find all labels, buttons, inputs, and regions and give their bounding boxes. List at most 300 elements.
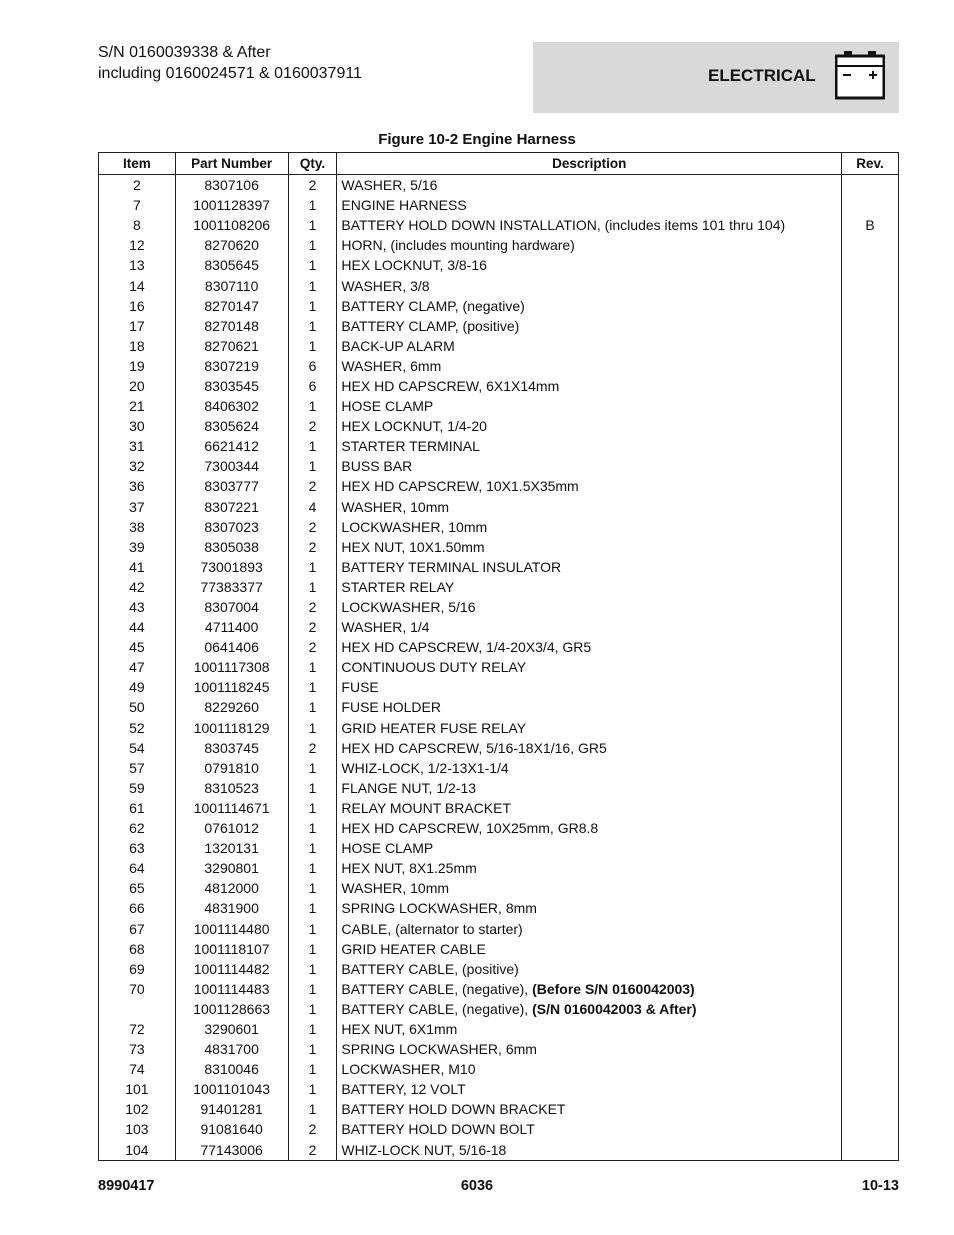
description-text: BATTERY CABLE, (positive) xyxy=(341,960,519,977)
cell-part-number: 8307221 xyxy=(175,497,288,517)
cell-description xyxy=(337,577,842,597)
cell-rev xyxy=(842,537,899,557)
cell-item: 20 xyxy=(99,376,176,396)
table-row xyxy=(99,838,899,858)
table-row xyxy=(99,316,899,336)
cell-qty: 1 xyxy=(288,1079,337,1099)
table-row xyxy=(99,959,899,979)
cell-description xyxy=(337,1059,842,1079)
cell-description xyxy=(337,878,842,898)
table-row xyxy=(99,255,899,275)
cell-item: 32 xyxy=(99,456,176,476)
table-row xyxy=(99,738,899,758)
cell-qty: 2 xyxy=(288,1119,337,1139)
description-text: WHIZ-LOCK NUT, 5/16-18 xyxy=(341,1141,507,1158)
cell-item: 8 xyxy=(99,215,176,235)
cell-qty: 2 xyxy=(288,637,337,657)
cell-qty: 1 xyxy=(288,718,337,738)
cell-qty: 1 xyxy=(288,396,337,416)
cell-qty: 2 xyxy=(288,597,337,617)
cell-qty: 1 xyxy=(288,235,337,255)
cell-part-number: 8229260 xyxy=(175,697,288,717)
cell-description xyxy=(337,1140,842,1161)
column-header-qty: Qty. xyxy=(288,153,337,175)
table-row xyxy=(99,497,899,517)
cell-rev xyxy=(842,818,899,838)
cell-item: 68 xyxy=(99,939,176,959)
cell-description xyxy=(337,637,842,657)
cell-part-number: 1001114671 xyxy=(175,798,288,818)
cell-item: 62 xyxy=(99,818,176,838)
cell-item: 17 xyxy=(99,316,176,336)
cell-item: 44 xyxy=(99,617,176,637)
cell-rev xyxy=(842,657,899,677)
cell-rev xyxy=(842,1140,899,1161)
serial-number-block xyxy=(98,42,362,84)
cell-rev xyxy=(842,1039,899,1059)
cell-rev xyxy=(842,1059,899,1079)
cell-item: 43 xyxy=(99,597,176,617)
cell-description xyxy=(337,798,842,818)
cell-qty: 2 xyxy=(288,416,337,436)
table-row xyxy=(99,456,899,476)
cell-item xyxy=(99,999,176,1019)
cell-qty: 1 xyxy=(288,918,337,938)
cell-item: 12 xyxy=(99,235,176,255)
table-row xyxy=(99,396,899,416)
cell-description xyxy=(337,738,842,758)
column-header-item: Item xyxy=(99,153,176,175)
cell-item: 101 xyxy=(99,1079,176,1099)
cell-description xyxy=(337,1119,842,1139)
cell-part-number: 4711400 xyxy=(175,617,288,637)
cell-description xyxy=(337,215,842,235)
cell-rev xyxy=(842,456,899,476)
table-row xyxy=(99,597,899,617)
cell-rev xyxy=(842,959,899,979)
cell-qty: 1 xyxy=(288,758,337,778)
serial-number-line-1: S/N 0160039338 & After xyxy=(98,44,271,61)
table-row xyxy=(99,1039,899,1059)
description-text: BATTERY CLAMP, (positive) xyxy=(341,317,520,334)
cell-qty: 1 xyxy=(288,456,337,476)
description-text: WASHER, 3/8 xyxy=(341,277,430,294)
cell-part-number: 3290601 xyxy=(175,1019,288,1039)
cell-qty: 6 xyxy=(288,356,337,376)
description-text: HEX HD CAPSCREW, 5/16-18X1/16, GR5 xyxy=(341,739,607,756)
cell-rev xyxy=(842,697,899,717)
table-row xyxy=(99,416,899,436)
table-row xyxy=(99,617,899,637)
cell-description xyxy=(337,898,842,918)
cell-rev xyxy=(842,416,899,436)
description-text: CABLE, (alternator to starter) xyxy=(341,920,523,937)
table-row xyxy=(99,1140,899,1161)
cell-rev xyxy=(842,577,899,597)
cell-rev xyxy=(842,1019,899,1039)
cell-description xyxy=(337,697,842,717)
battery-icon xyxy=(835,50,885,100)
cell-item: 74 xyxy=(99,1059,176,1079)
cell-item: 19 xyxy=(99,356,176,376)
cell-rev xyxy=(842,1119,899,1139)
cell-rev xyxy=(842,175,899,196)
table-row xyxy=(99,677,899,697)
table-row xyxy=(99,356,899,376)
description-text: WASHER, 5/16 xyxy=(341,177,438,194)
cell-part-number: 8310046 xyxy=(175,1059,288,1079)
cell-description xyxy=(337,939,842,959)
column-header-part-number: Part Number xyxy=(175,153,288,175)
description-text: WASHER, 10mm xyxy=(341,498,450,515)
table-row xyxy=(99,858,899,878)
cell-part-number: 1001108206 xyxy=(175,215,288,235)
table-row xyxy=(99,577,899,597)
cell-item: 42 xyxy=(99,577,176,597)
cell-item: 104 xyxy=(99,1140,176,1161)
description-text: BUSS BAR xyxy=(341,458,413,475)
cell-description xyxy=(337,657,842,677)
cell-rev xyxy=(842,497,899,517)
cell-item: 36 xyxy=(99,476,176,496)
cell-rev xyxy=(842,255,899,275)
footer-model: 6036 xyxy=(460,1178,494,1194)
table-header-row xyxy=(99,153,899,175)
cell-item: 103 xyxy=(99,1119,176,1139)
cell-rev xyxy=(842,778,899,798)
description-serial-note: (Before S/N 0160042003) xyxy=(532,980,695,997)
cell-rev xyxy=(842,858,899,878)
cell-part-number: 1001118107 xyxy=(175,939,288,959)
table-row xyxy=(99,939,899,959)
cell-rev xyxy=(842,356,899,376)
cell-rev xyxy=(842,878,899,898)
description-text: GRID HEATER FUSE RELAY xyxy=(341,719,527,736)
cell-part-number: 1001114483 xyxy=(175,979,288,999)
cell-rev xyxy=(842,918,899,938)
description-text: RELAY MOUNT BRACKET xyxy=(341,799,512,816)
cell-qty: 1 xyxy=(288,657,337,677)
cell-rev xyxy=(842,436,899,456)
description-text: BATTERY HOLD DOWN BRACKET xyxy=(341,1101,566,1118)
cell-qty: 2 xyxy=(288,517,337,537)
cell-item: 16 xyxy=(99,296,176,316)
cell-part-number: 1001114480 xyxy=(175,918,288,938)
cell-qty: 1 xyxy=(288,898,337,918)
description-text: SPRING LOCKWASHER, 6mm xyxy=(341,1041,537,1058)
cell-rev xyxy=(842,979,899,999)
column-header-rev: Rev. xyxy=(842,153,899,175)
cell-part-number: 8270621 xyxy=(175,336,288,356)
table-row xyxy=(99,336,899,356)
cell-part-number: 7300344 xyxy=(175,456,288,476)
cell-description xyxy=(337,476,842,496)
cell-part-number: 4812000 xyxy=(175,878,288,898)
cell-rev xyxy=(842,798,899,818)
cell-description xyxy=(337,818,842,838)
cell-rev xyxy=(842,758,899,778)
table-row xyxy=(99,275,899,295)
cell-part-number: 8305038 xyxy=(175,537,288,557)
cell-item: 14 xyxy=(99,275,176,295)
table-row xyxy=(99,1059,899,1079)
cell-rev xyxy=(842,718,899,738)
description-text: HEX NUT, 10X1.50mm xyxy=(341,538,485,555)
description-text: WASHER, 10mm xyxy=(341,880,450,897)
table-row xyxy=(99,918,899,938)
section-header xyxy=(533,42,899,113)
cell-description xyxy=(337,456,842,476)
description-text: BATTERY HOLD DOWN BOLT xyxy=(341,1121,535,1138)
cell-item: 21 xyxy=(99,396,176,416)
cell-part-number: 8310523 xyxy=(175,778,288,798)
cell-part-number: 8303545 xyxy=(175,376,288,396)
table-row xyxy=(99,1079,899,1099)
description-text: BATTERY TERMINAL INSULATOR xyxy=(341,558,562,575)
cell-qty: 1 xyxy=(288,979,337,999)
cell-item: 65 xyxy=(99,878,176,898)
cell-item: 37 xyxy=(99,497,176,517)
cell-qty: 1 xyxy=(288,778,337,798)
cell-qty: 1 xyxy=(288,557,337,577)
cell-qty: 1 xyxy=(288,999,337,1019)
description-text: LOCKWASHER, M10 xyxy=(341,1061,476,1078)
cell-rev xyxy=(842,517,899,537)
description-text: ENGINE HARNESS xyxy=(341,197,467,214)
table-row xyxy=(99,436,899,456)
cell-item: 54 xyxy=(99,738,176,758)
parts-table xyxy=(98,152,899,1161)
cell-part-number: 8307106 xyxy=(175,175,288,196)
cell-rev xyxy=(842,275,899,295)
cell-item: 7 xyxy=(99,195,176,215)
cell-rev xyxy=(842,376,899,396)
cell-qty: 2 xyxy=(288,738,337,758)
cell-part-number: 4831700 xyxy=(175,1039,288,1059)
cell-rev xyxy=(842,336,899,356)
description-text: BATTERY HOLD DOWN INSTALLATION, (includes items 101 thru 104) xyxy=(341,217,786,234)
cell-description xyxy=(337,175,842,196)
description-text: HEX LOCKNUT, 1/4-20 xyxy=(341,418,487,435)
description-text: WASHER, 1/4 xyxy=(341,619,430,636)
cell-description xyxy=(337,918,842,938)
cell-rev xyxy=(842,235,899,255)
cell-part-number: 6621412 xyxy=(175,436,288,456)
cell-description xyxy=(337,677,842,697)
cell-item: 69 xyxy=(99,959,176,979)
cell-part-number: 1001117308 xyxy=(175,657,288,677)
description-text: HORN, (includes mounting hardware) xyxy=(341,237,575,254)
cell-description xyxy=(337,416,842,436)
cell-qty: 1 xyxy=(288,697,337,717)
cell-rev xyxy=(842,838,899,858)
cell-qty: 1 xyxy=(288,858,337,878)
cell-description xyxy=(337,396,842,416)
table-row xyxy=(99,898,899,918)
table-row xyxy=(99,376,899,396)
cell-part-number: 1001118245 xyxy=(175,677,288,697)
cell-part-number: 8307023 xyxy=(175,517,288,537)
cell-qty: 1 xyxy=(288,436,337,456)
cell-item: 39 xyxy=(99,537,176,557)
cell-description xyxy=(337,537,842,557)
description-text: HOSE CLAMP xyxy=(341,840,434,857)
description-text: HEX HD CAPSCREW, 6X1X14mm xyxy=(341,377,560,394)
cell-rev xyxy=(842,1079,899,1099)
cell-description xyxy=(337,858,842,878)
description-text: FLANGE NUT, 1/2-13 xyxy=(341,779,477,796)
cell-item: 59 xyxy=(99,778,176,798)
cell-qty: 1 xyxy=(288,1059,337,1079)
table-row xyxy=(99,778,899,798)
cell-description xyxy=(337,778,842,798)
cell-part-number: 8305645 xyxy=(175,255,288,275)
cell-description xyxy=(337,336,842,356)
cell-description xyxy=(337,959,842,979)
description-text: SPRING LOCKWASHER, 8mm xyxy=(341,900,537,917)
description-text: HEX LOCKNUT, 3/8-16 xyxy=(341,257,487,274)
cell-item: 70 xyxy=(99,979,176,999)
serial-number-line-2: including 0160024571 & 0160037911 xyxy=(98,65,362,82)
description-text: BATTERY CABLE, (negative), xyxy=(341,1000,533,1017)
table-row xyxy=(99,215,899,235)
cell-item: 31 xyxy=(99,436,176,456)
cell-qty: 1 xyxy=(288,1099,337,1119)
cell-part-number: 3290801 xyxy=(175,858,288,878)
cell-rev xyxy=(842,476,899,496)
cell-rev xyxy=(842,1099,899,1119)
cell-rev xyxy=(842,939,899,959)
cell-description xyxy=(337,597,842,617)
table-row xyxy=(99,758,899,778)
cell-part-number: 73001893 xyxy=(175,557,288,577)
cell-qty: 1 xyxy=(288,195,337,215)
cell-description xyxy=(337,275,842,295)
cell-description xyxy=(337,838,842,858)
table-row xyxy=(99,175,899,196)
cell-rev xyxy=(842,597,899,617)
footer-document-number: 8990417 xyxy=(98,1178,155,1194)
table-row xyxy=(99,718,899,738)
table-row xyxy=(99,878,899,898)
parts-table-body xyxy=(99,175,899,1161)
cell-item: 102 xyxy=(99,1099,176,1119)
description-text: BACK-UP ALARM xyxy=(341,337,455,354)
description-text: BATTERY, 12 VOLT xyxy=(341,1081,466,1098)
description-serial-note: (S/N 0160042003 & After) xyxy=(532,1000,697,1017)
cell-item: 63 xyxy=(99,838,176,858)
description-text: HEX HD CAPSCREW, 10X25mm, GR8.8 xyxy=(341,820,599,837)
cell-description xyxy=(337,195,842,215)
table-row xyxy=(99,517,899,537)
cell-qty: 2 xyxy=(288,175,337,196)
cell-part-number: 77383377 xyxy=(175,577,288,597)
table-row xyxy=(99,537,899,557)
cell-description xyxy=(337,1099,842,1119)
cell-description xyxy=(337,255,842,275)
cell-description xyxy=(337,1079,842,1099)
cell-qty: 1 xyxy=(288,215,337,235)
cell-qty: 1 xyxy=(288,1019,337,1039)
cell-item: 45 xyxy=(99,637,176,657)
cell-item: 41 xyxy=(99,557,176,577)
cell-item: 52 xyxy=(99,718,176,738)
cell-item: 50 xyxy=(99,697,176,717)
table-row xyxy=(99,195,899,215)
figure-title: Figure 10-2 Engine Harness xyxy=(378,131,576,148)
cell-qty: 6 xyxy=(288,376,337,396)
table-row xyxy=(99,1099,899,1119)
cell-item: 61 xyxy=(99,798,176,818)
cell-qty: 1 xyxy=(288,577,337,597)
cell-item: 49 xyxy=(99,677,176,697)
table-row xyxy=(99,979,899,999)
cell-description xyxy=(337,356,842,376)
cell-item: 67 xyxy=(99,918,176,938)
cell-part-number: 91081640 xyxy=(175,1119,288,1139)
cell-qty: 4 xyxy=(288,497,337,517)
description-text: STARTER RELAY xyxy=(341,578,455,595)
description-text: CONTINUOUS DUTY RELAY xyxy=(341,659,527,676)
table-row xyxy=(99,557,899,577)
description-text: HEX HD CAPSCREW, 1/4-20X3/4, GR5 xyxy=(341,639,592,656)
cell-part-number: 8270620 xyxy=(175,235,288,255)
cell-qty: 1 xyxy=(288,818,337,838)
cell-qty: 1 xyxy=(288,959,337,979)
cell-part-number: 1001118129 xyxy=(175,718,288,738)
cell-description xyxy=(337,999,842,1019)
cell-item: 38 xyxy=(99,517,176,537)
cell-description xyxy=(337,617,842,637)
cell-qty: 1 xyxy=(288,316,337,336)
description-text: HEX NUT, 8X1.25mm xyxy=(341,860,477,877)
cell-part-number: 8270147 xyxy=(175,296,288,316)
description-text: WHIZ-LOCK, 1/2-13X1-1/4 xyxy=(341,759,509,776)
cell-description xyxy=(337,1039,842,1059)
table-row xyxy=(99,657,899,677)
cell-qty: 2 xyxy=(288,476,337,496)
cell-part-number: 8307219 xyxy=(175,356,288,376)
cell-item: 30 xyxy=(99,416,176,436)
cell-qty: 1 xyxy=(288,296,337,316)
table-row xyxy=(99,818,899,838)
description-text: LOCKWASHER, 10mm xyxy=(341,518,488,535)
cell-description xyxy=(337,718,842,738)
cell-part-number: 8270148 xyxy=(175,316,288,336)
table-row xyxy=(99,637,899,657)
table-row xyxy=(99,1119,899,1139)
cell-item: 64 xyxy=(99,858,176,878)
cell-qty: 1 xyxy=(288,1039,337,1059)
cell-part-number: 1001128397 xyxy=(175,195,288,215)
cell-description xyxy=(337,557,842,577)
cell-rev xyxy=(842,316,899,336)
cell-rev xyxy=(842,999,899,1019)
cell-part-number: 8303745 xyxy=(175,738,288,758)
cell-rev xyxy=(842,617,899,637)
cell-part-number: 0761012 xyxy=(175,818,288,838)
cell-item: 66 xyxy=(99,898,176,918)
cell-part-number: 8307004 xyxy=(175,597,288,617)
description-text: STARTER TERMINAL xyxy=(341,438,480,455)
cell-qty: 2 xyxy=(288,617,337,637)
cell-item: 72 xyxy=(99,1019,176,1039)
description-text: BATTERY CLAMP, (negative) xyxy=(341,297,525,314)
cell-qty: 1 xyxy=(288,677,337,697)
cell-description xyxy=(337,436,842,456)
cell-rev xyxy=(842,898,899,918)
cell-part-number: 1001114482 xyxy=(175,959,288,979)
